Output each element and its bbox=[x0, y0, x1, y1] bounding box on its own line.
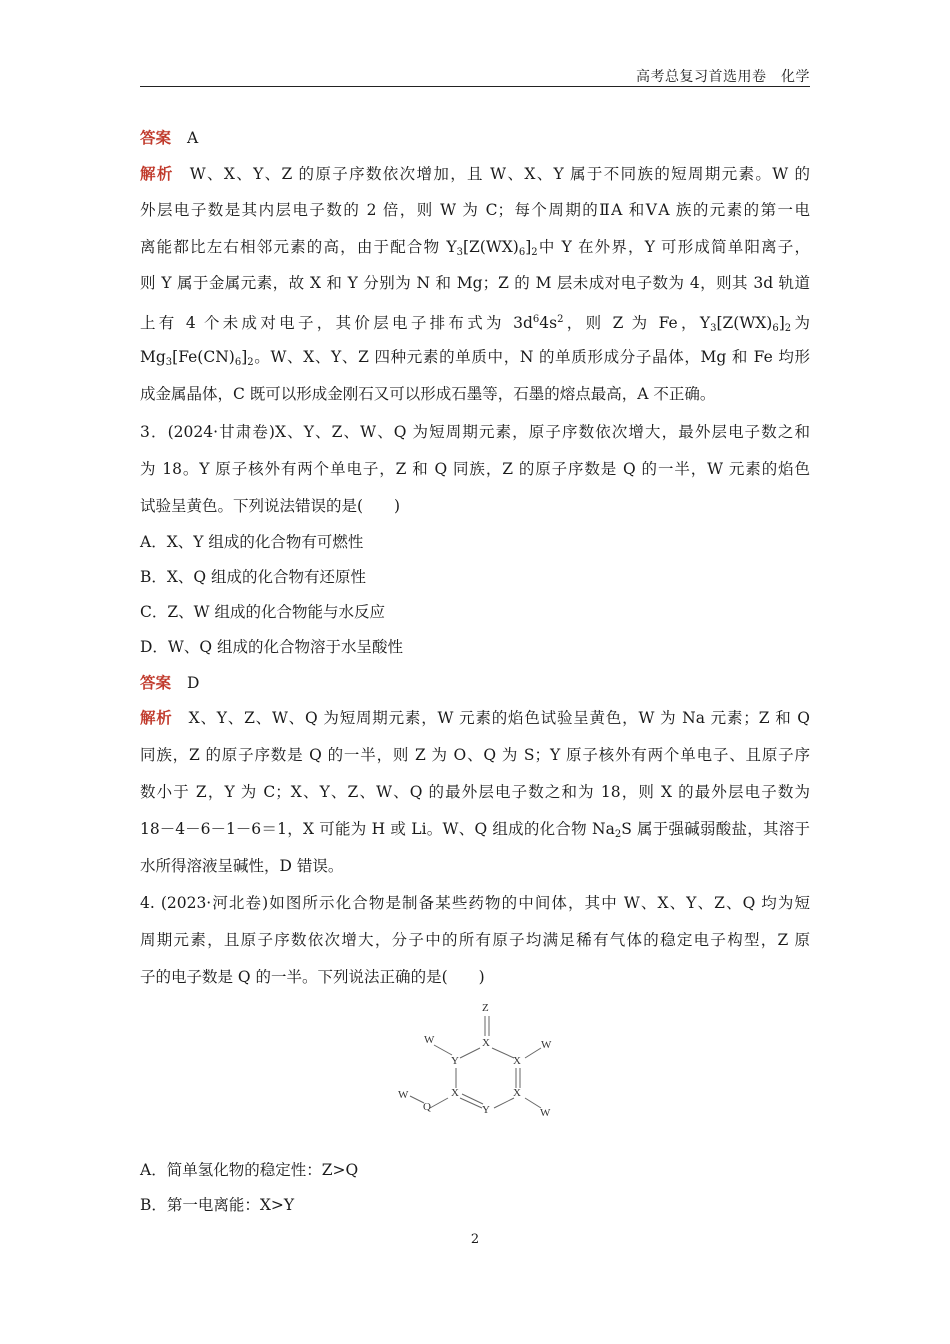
q3-answer-line bbox=[140, 673, 810, 693]
atom-z: Z bbox=[482, 1002, 489, 1014]
q2-analysis-line: $Mg_3[Fe(CN)_6]_2$。W、X、Y、Z 四种元素的单质中，N 的单质形成分子晶体，Mg 和 Fe 均形 bbox=[140, 348, 810, 368]
q2-answer-line bbox=[140, 128, 810, 148]
q2-answer: A bbox=[187, 129, 199, 147]
page-number: 2 bbox=[470, 1232, 480, 1247]
atom-x: X bbox=[482, 1037, 490, 1049]
q3-analysis-line: 18－4－6－1－6＝1，X 可能为 H 或 Li。W、Q 组成的化合物 $Na_2S$ 属于强碱弱酸盐，其溶于 bbox=[140, 820, 810, 840]
q3-stem: 3．(2024·甘肃卷)X、Y、Z、W、Q 为短周期元素，原子序数依次增大，最外层电子数之和 bbox=[140, 423, 810, 441]
q4-stem: 周期元素，且原子序数依次增大，分子中的所有原子均满足稀有气体的稳定电子构型，Z 原 bbox=[140, 931, 810, 949]
bond bbox=[410, 1096, 424, 1103]
atom-x: X bbox=[513, 1055, 521, 1067]
q2-analysis-line: 离能都比左右相邻元素的高，由于配合物 $Y_3[Z(WX)_6]_2$中 Y 在外界，Y 可形成简单阳离子， bbox=[140, 238, 810, 258]
q2-analysis-line: 外层电子数是其内层电子数的 2 倍，则 W 为 C；每个周期的ⅡA 和ⅤA 族的元素的第一电 bbox=[140, 201, 810, 219]
q3-stem: 试验呈黄色。下列说法错误的是( ) bbox=[140, 497, 401, 515]
bond bbox=[492, 1048, 514, 1058]
q2-analysis-line: 解析 W、X、Y、Z 的原子序数依次增加，且 W、X、Y 属于不同族的短周期元素。W 的 bbox=[140, 164, 810, 183]
atom-x: X bbox=[513, 1087, 521, 1099]
atom-q: Q bbox=[423, 1101, 431, 1113]
q2-analysis-line: 则 Y 属于金属元素，故 X 和 Y 分别为 N 和 Mg；Z 的 M 层未成对电子数为 4，则其 3d 轨道 bbox=[140, 274, 810, 292]
atom-y: Y bbox=[482, 1104, 490, 1116]
q4-stem: 4. (2023·河北卷)如图所示化合物是制备某些药物的中间体，其中 W、X、Y、Z、Q 均为短 bbox=[140, 894, 810, 912]
atom-w: W bbox=[424, 1034, 435, 1046]
atom-w: W bbox=[540, 1107, 551, 1119]
bond bbox=[525, 1048, 541, 1058]
q3-stem: 为 18。Y 原子核外有两个单电子，Z 和 Q 同族，Z 的原子序数是 Q 的一半，W 元素的焰色 bbox=[140, 460, 810, 478]
analysis-label: 解析 bbox=[140, 164, 174, 183]
header-title: 高考总复习首选用卷 化学 bbox=[636, 69, 810, 85]
bond bbox=[525, 1098, 541, 1108]
q3-analysis-line: 数小于 Z，Y 为 C；X、Y、Z、W、Q 的最外层电子数之和为 18，则 X 的最外层电子数为 bbox=[140, 783, 810, 801]
q4-option-a: A．简单氢化物的稳定性：Z>Q bbox=[140, 1161, 359, 1179]
bond bbox=[462, 1094, 483, 1104]
answer-label: 答案 bbox=[140, 128, 172, 147]
q3-answer: D bbox=[187, 674, 200, 692]
q2-analysis-line: 成金属晶体，C 既可以形成金刚石又可以形成石墨等，石墨的熔点最高，A 不正确。 bbox=[140, 385, 716, 403]
q3-analysis-line: 同族，Z 的原子序数是 Q 的一半，则 Z 为 O、Q 为 S；Y 原子核外有两个单电子、且原子序 bbox=[140, 746, 810, 764]
q3-option-b: B．X、Q 组成的化合物有还原性 bbox=[140, 568, 367, 586]
q3-analysis-line: 水所得溶液呈碱性，D 错误。 bbox=[140, 857, 344, 875]
q3-analysis-line: 解析 X、Y、Z、W、Q 为短周期元素，W 元素的焰色试验呈黄色，W 为 Na 元素；Z 和 Q bbox=[140, 708, 810, 727]
analysis-label: 解析 bbox=[140, 708, 173, 727]
bond bbox=[430, 1098, 448, 1108]
molecule-structure-diagram bbox=[390, 998, 560, 1128]
q3-option-d: D．W、Q 组成的化合物溶于水呈酸性 bbox=[140, 638, 403, 656]
header-divider bbox=[140, 86, 810, 87]
q3-option-a: A．X、Y 组成的化合物有可燃性 bbox=[140, 533, 364, 551]
atom-y: Y bbox=[451, 1055, 459, 1067]
answer-label: 答案 bbox=[140, 673, 172, 692]
atom-w: W bbox=[398, 1089, 409, 1101]
q3-option-c: C．Z、W 组成的化合物能与水反应 bbox=[140, 603, 385, 621]
atom-w: W bbox=[541, 1039, 552, 1051]
bond bbox=[460, 1098, 482, 1108]
q2-analysis-line: 上有 4 个未成对电子，其价层电子排布式为 $3d^64s^2$，则 Z 为 Fe，$Y_3[Z(WX)_6]_2$为 bbox=[140, 314, 810, 334]
q4-option-b: B．第一电离能：X>Y bbox=[140, 1196, 295, 1214]
bond bbox=[460, 1048, 480, 1058]
bond bbox=[494, 1098, 514, 1108]
atom-x: X bbox=[451, 1087, 459, 1099]
bond bbox=[434, 1045, 452, 1055]
q4-stem: 子的电子数是 Q 的一半。下列说法正确的是( ) bbox=[140, 968, 485, 986]
